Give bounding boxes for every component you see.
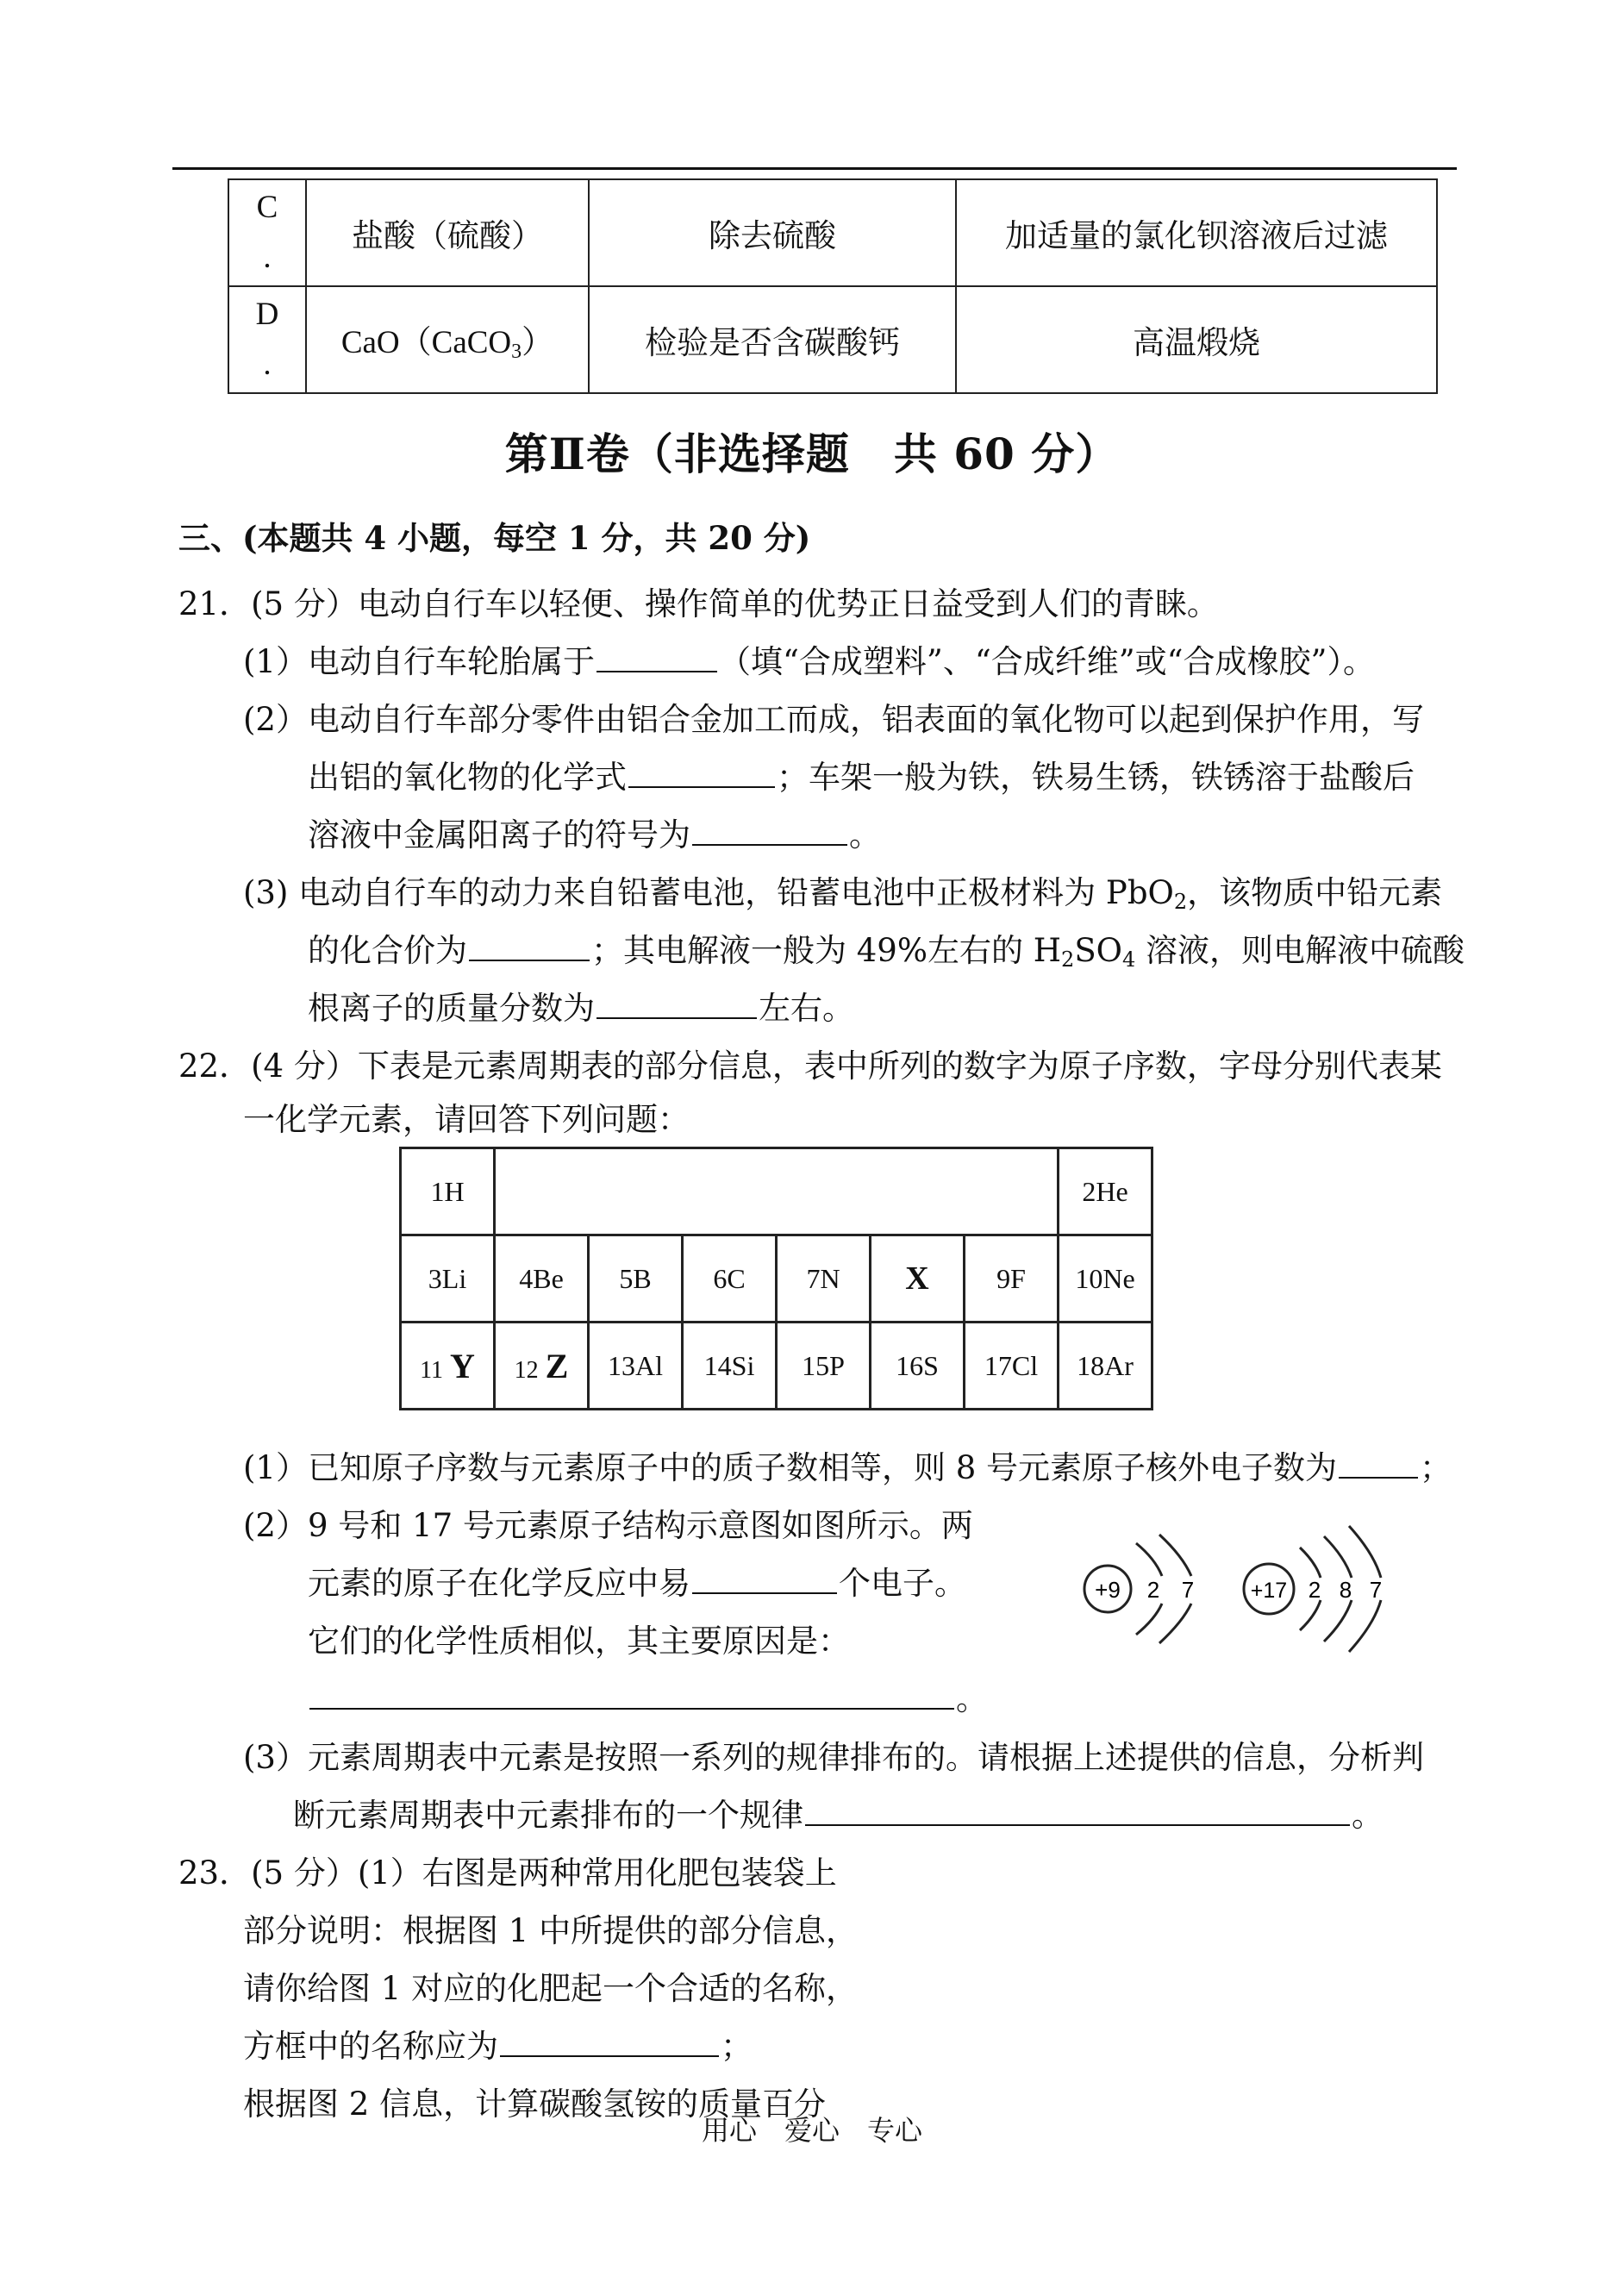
element-cell: 15P: [777, 1323, 871, 1410]
answer-blank[interactable]: [805, 1823, 1350, 1826]
element-cell: 18Ar: [1059, 1323, 1152, 1410]
q21-part2-line2: 出铝的氧化物的化学式 ；车架一般为铁，铁易生锈，铁锈溶于盐酸后: [308, 759, 1415, 796]
section-title: 第Ⅱ卷（非选择题 共 60 分）: [504, 428, 1120, 479]
atom-chlorine: [1244, 1526, 1382, 1652]
q22-part2-line4: 。: [308, 1673, 988, 1719]
shell-electrons: 7: [1181, 1577, 1195, 1603]
answer-blank[interactable]: [1339, 1476, 1418, 1479]
page-footer: 用心 爱心 专心: [701, 2114, 922, 2147]
answer-blank[interactable]: [500, 2054, 719, 2057]
q23-line3: 请你给图 1 对应的化肥起一个合适的名称，: [243, 1970, 859, 2007]
table-row: [401, 1148, 1152, 1235]
table-row: [401, 1323, 1152, 1410]
q22-part1: (1）已知原子序数与元素原子中的质子数相等，则 8 号元素原子核外电子数为 ；: [243, 1449, 1452, 1486]
element-cell: 2He: [1059, 1148, 1152, 1235]
reagent-cell: 盐酸（硫酸）: [306, 179, 589, 286]
q22-part2-line3: 它们的化学性质相似，其主要原因是：: [308, 1623, 850, 1660]
nucleus-charge: +17: [1250, 1579, 1288, 1603]
element-cell: 14Si: [683, 1323, 777, 1410]
q23-line4: 方框中的名称应为 ；: [243, 2028, 753, 2065]
answer-blank[interactable]: [628, 785, 775, 788]
q23-line2: 部分说明：根据图 1 中所提供的部分信息，: [243, 1912, 859, 1949]
answer-blank[interactable]: [469, 959, 590, 961]
q21-part3-line1: (3) 电动自行车的动力来自铅蓄电池，铅蓄电池中正极材料为 PbO$_2$，该物质中铅元素: [243, 874, 1443, 914]
purpose-cell: 检验是否含碳酸钙: [589, 286, 956, 393]
element-cell: 16S: [871, 1323, 965, 1410]
option-letter: C .: [228, 179, 306, 286]
element-cell-z: 12 Z: [495, 1323, 589, 1410]
element-cell: 6C: [683, 1235, 777, 1323]
table-row: [401, 1235, 1152, 1323]
atom-structure-diagram: [1069, 1509, 1405, 1664]
element-cell: 17Cl: [965, 1323, 1059, 1410]
element-cell: 9F: [965, 1235, 1059, 1323]
periodic-table: [399, 1147, 1153, 1410]
element-cell: 5B: [589, 1235, 683, 1323]
table-row: [228, 179, 1437, 286]
element-cell: 3Li: [401, 1235, 495, 1323]
q23-line1: 23．(5 分）(1）右图是两种常用化肥包装袋上: [178, 1854, 837, 1892]
q21-intro: 21．(5 分）电动自行车以轻便、操作简单的优势正日益受到人们的青睐。: [178, 585, 1219, 622]
q22-intro-line2: 一化学元素，请回答下列问题：: [243, 1101, 690, 1138]
q21-part2-line1: (2）电动自行车部分零件由铝合金加工而成，铝表面的氧化物可以起到保护作用，写: [243, 701, 1424, 738]
shell-electrons: 7: [1369, 1577, 1383, 1603]
element-cell: 10Ne: [1059, 1235, 1152, 1323]
element-cell: 7N: [777, 1235, 871, 1323]
answer-blank[interactable]: [597, 670, 717, 672]
purpose-cell: 除去硫酸: [589, 179, 956, 286]
options-table: [228, 178, 1438, 394]
q22-part3-line2: 断元素周期表中元素排布的一个规律 。: [293, 1797, 1384, 1834]
part-heading: 三、(本题共 4 小题，每空 1 分，共 20 分): [178, 519, 811, 557]
element-cell: 13Al: [589, 1323, 683, 1410]
q22-part3-line1: (3）元素周期表中元素是按照一系列的规律排布的。请根据上述提供的信息，分析判: [243, 1739, 1424, 1776]
table-row: [228, 286, 1437, 393]
option-letter: D .: [228, 286, 306, 393]
answer-blank[interactable]: [692, 1591, 837, 1594]
empty-gap: [495, 1148, 1059, 1235]
atom-fluorine: [1084, 1535, 1194, 1643]
q22-part2-line2: 元素的原子在化学反应中易 个电子。: [308, 1565, 966, 1602]
shell-electrons: 2: [1146, 1577, 1160, 1603]
shell-electrons: 2: [1308, 1577, 1321, 1603]
shell-electrons: 8: [1339, 1577, 1352, 1603]
answer-blank[interactable]: [309, 1707, 954, 1710]
top-rule: [172, 167, 1457, 170]
answer-blank[interactable]: [597, 1016, 757, 1019]
method-cell: 高温煅烧: [956, 286, 1437, 393]
method-cell: 加适量的氯化钡溶液后过滤: [956, 179, 1437, 286]
answer-blank[interactable]: [692, 843, 847, 846]
reagent-cell: CaO（CaCO$_3$）: [306, 286, 589, 393]
q23-line5: 根据图 2 信息，计算碳酸氢铵的质量百分: [243, 2086, 827, 2123]
q22-part2-line1: (2）9 号和 17 号元素原子结构示意图如图所示。两: [243, 1507, 973, 1544]
q21-part3-line3: 根离子的质量分数为 左右。: [308, 990, 854, 1027]
element-cell-x: X: [871, 1235, 965, 1323]
q21-part1: (1）电动自行车轮胎属于 （填“合成塑料”、“合成纤维”或“合成橡胶”）。: [243, 643, 1375, 680]
q22-intro-line1: 22．(4 分）下表是元素周期表的部分信息，表中所列的数字为原子序数，字母分别代表某: [178, 1047, 1442, 1085]
q21-part2-line3: 溶液中金属阳离子的符号为 。: [308, 816, 881, 854]
element-cell-y: 11 Y: [401, 1323, 495, 1410]
element-cell: 1H: [401, 1148, 495, 1235]
q21-part3-line2: 的化合价为 ；其电解液一般为 49%左右的 $H_2SO_4$ 溶液，则电解液中硫酸: [308, 932, 1465, 972]
nucleus-charge: +9: [1095, 1577, 1121, 1603]
element-cell: 4Be: [495, 1235, 589, 1323]
